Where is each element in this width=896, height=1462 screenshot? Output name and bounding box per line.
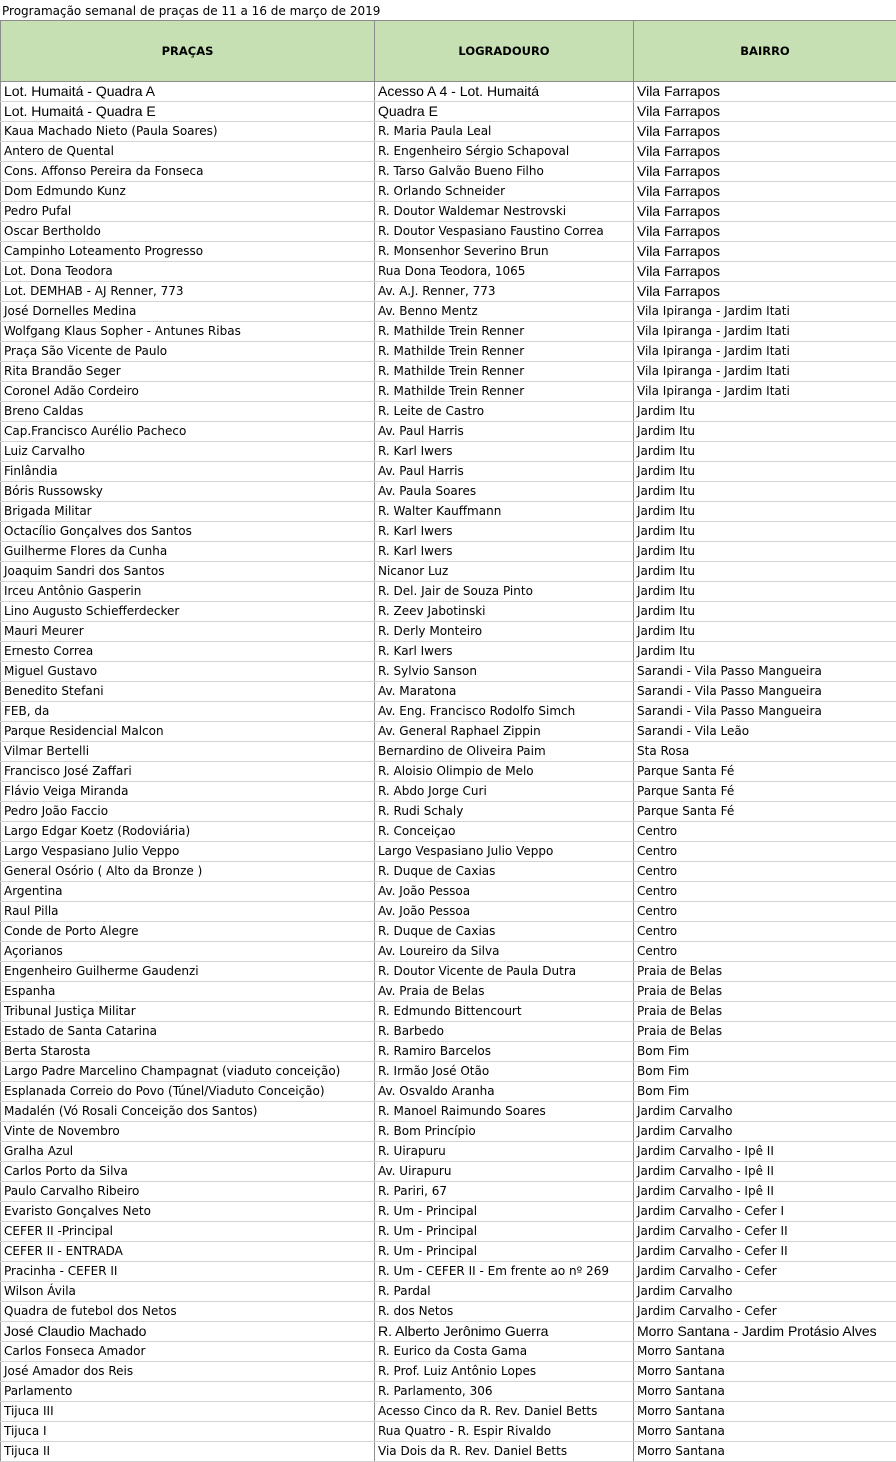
table-row [1,1402,896,1422]
cell-praca[interactable]: Pracinha - CEFER II [1,1262,375,1282]
cell-bairro[interactable]: Sarandi - Vila Passo Mangueira [634,682,896,702]
table-row [1,502,896,522]
cell-bairro[interactable]: Jardim Itu [634,402,896,422]
cell-bairro[interactable]: Jardim Carvalho [634,1122,896,1142]
cell-logradouro[interactable]: Av. General Raphael Zippin [375,722,634,742]
cell-logradouro[interactable]: R. Karl Iwers [375,522,634,542]
cell-logradouro[interactable]: R. Edmundo Bittencourt [375,1002,634,1022]
cell-logradouro[interactable]: R. Um - Principal [375,1242,634,1262]
cell-logradouro[interactable]: Quadra E [375,102,634,122]
cell-logradouro[interactable]: Rua Dona Teodora, 1065 [375,262,634,282]
table-row [1,902,896,922]
cell-logradouro[interactable]: R. Doutor Vespasiano Faustino Correa [375,222,634,242]
cell-logradouro[interactable]: Av. Paul Harris [375,462,634,482]
cell-praca[interactable]: Largo Padre Marcelino Champagnat (viaduto conceição) [1,1062,375,1082]
header-pracas[interactable]: PRAÇAS [1,21,375,82]
cell-bairro[interactable]: Jardim Itu [634,602,896,622]
cell-bairro[interactable]: Jardim Itu [634,542,896,562]
table-row [1,1222,896,1242]
table-row [1,242,896,262]
cell-praca[interactable]: Gralha Azul [1,1142,375,1162]
table-row [1,702,896,722]
cell-bairro[interactable]: Parque Santa Fé [634,762,896,782]
cell-bairro[interactable]: Jardim Carvalho - Cefer II [634,1242,896,1262]
cell-bairro[interactable]: Centro [634,822,896,842]
cell-logradouro[interactable]: R. Pardal [375,1282,634,1302]
table-row [1,602,896,622]
table-row [1,1202,896,1222]
cell-praca[interactable]: Conde de Porto Alegre [1,922,375,942]
table-row [1,382,896,402]
cell-praca[interactable]: Espanha [1,982,375,1002]
cell-logradouro[interactable]: Rua Quatro - R. Espir Rivaldo [375,1422,634,1442]
table-row [1,582,896,602]
cell-bairro[interactable]: Bom Fim [634,1062,896,1082]
cell-bairro[interactable]: Morro Santana [634,1422,896,1442]
cell-praca[interactable]: Joaquim Sandri dos Santos [1,562,375,582]
cell-bairro[interactable]: Vila Farrapos [634,142,896,162]
cell-logradouro[interactable]: Av. A.J. Renner, 773 [375,282,634,302]
cell-bairro[interactable]: Jardim Itu [634,422,896,442]
cell-logradouro[interactable]: Av. Osvaldo Aranha [375,1082,634,1102]
cell-praca[interactable]: General Osório ( Alto da Bronze ) [1,862,375,882]
cell-logradouro[interactable]: R. Um - Principal [375,1202,634,1222]
table-row [1,1322,896,1342]
cell-praca[interactable]: Largo Edgar Koetz (Rodoviária) [1,822,375,842]
cell-praca[interactable]: Parlamento [1,1382,375,1402]
cell-bairro[interactable]: Morro Santana [634,1382,896,1402]
table-row [1,842,896,862]
cell-logradouro[interactable]: R. Monsenhor Severino Brun [375,242,634,262]
table-row [1,182,896,202]
table-row [1,222,896,242]
cell-logradouro[interactable]: R. Alberto Jerônimo Guerra [375,1322,634,1342]
cell-logradouro[interactable]: R. Prof. Luiz Antônio Lopes [375,1362,634,1382]
cell-bairro[interactable]: Vila Ipiranga - Jardim Itati [634,382,896,402]
cell-bairro[interactable]: Jardim Carvalho - Cefer [634,1262,896,1282]
table-row [1,1182,896,1202]
cell-logradouro[interactable]: R. Irmão José Otão [375,1062,634,1082]
table-row [1,142,896,162]
table-row [1,622,896,642]
cell-praca[interactable]: Octacílio Gonçalves dos Santos [1,522,375,542]
cell-bairro[interactable]: Morro Santana [634,1442,896,1462]
cell-bairro[interactable]: Praia de Belas [634,982,896,1002]
table-row [1,1082,896,1102]
table-row [1,342,896,362]
cell-bairro[interactable]: Sarandi - Vila Passo Mangueira [634,662,896,682]
cell-logradouro[interactable]: R. Doutor Vicente de Paula Dutra [375,962,634,982]
cell-praca[interactable]: Lino Augusto Schiefferdecker [1,602,375,622]
cell-praca[interactable]: Lot. Dona Teodora [1,262,375,282]
sheet-title: Programação semanal de praças de 11 a 16 de março de 2019 [2,0,380,20]
cell-praca[interactable]: Benedito Stefani [1,682,375,702]
cell-logradouro[interactable]: R. Um - CEFER II - Em frente ao nº 269 [375,1262,634,1282]
cell-logradouro[interactable]: R. Pariri, 67 [375,1182,634,1202]
cell-praca[interactable]: Oscar Bertholdo [1,222,375,242]
cell-logradouro[interactable]: Av. Maratona [375,682,634,702]
cell-logradouro[interactable]: R. Derly Monteiro [375,622,634,642]
cell-praca[interactable]: Tijuca II [1,1442,375,1462]
cell-bairro[interactable]: Jardim Carvalho - Cefer I [634,1202,896,1222]
cell-logradouro[interactable]: Av. Loureiro da Silva [375,942,634,962]
cell-bairro[interactable]: Sarandi - Vila Leão [634,722,896,742]
cell-bairro[interactable]: Jardim Carvalho - Ipê II [634,1142,896,1162]
cell-logradouro[interactable]: R. Walter Kauffmann [375,502,634,522]
cell-bairro[interactable]: Vila Farrapos [634,222,896,242]
cell-praca[interactable]: Antero de Quental [1,142,375,162]
cell-logradouro[interactable]: R. Rudi Schaly [375,802,634,822]
cell-logradouro[interactable]: Av. Paula Soares [375,482,634,502]
cell-logradouro[interactable]: Av. Praia de Belas [375,982,634,1002]
cell-praca[interactable]: Mauri Meurer [1,622,375,642]
table-row [1,822,896,842]
cell-praca[interactable]: Guilherme Flores da Cunha [1,542,375,562]
cell-logradouro[interactable]: Acesso Cinco da R. Rev. Daniel Betts [375,1402,634,1422]
cell-bairro[interactable]: Sarandi - Vila Passo Mangueira [634,702,896,722]
cell-praca[interactable]: Argentina [1,882,375,902]
cell-bairro[interactable]: Centro [634,942,896,962]
cell-logradouro[interactable]: Av. João Pessoa [375,902,634,922]
cell-logradouro[interactable]: Av. Benno Mentz [375,302,634,322]
table-row [1,82,896,102]
cell-logradouro[interactable]: R. Manoel Raimundo Soares [375,1102,634,1122]
cell-praca[interactable]: Brigada Militar [1,502,375,522]
table-body [1,82,896,1462]
cell-praca[interactable]: Finlândia [1,462,375,482]
cell-bairro[interactable]: Vila Farrapos [634,122,896,142]
table-row [1,262,896,282]
cell-praca[interactable]: Madalén (Vó Rosali Conceição dos Santos) [1,1102,375,1122]
cell-bairro[interactable]: Vila Farrapos [634,182,896,202]
cell-praca[interactable]: José Claudio Machado [1,1322,375,1342]
table-row [1,882,896,902]
cell-praca[interactable]: Tribunal Justiça Militar [1,1002,375,1022]
cell-praca[interactable]: Lot. Humaitá - Quadra E [1,102,375,122]
cell-praca[interactable]: Breno Caldas [1,402,375,422]
cell-praca[interactable]: Berta Starosta [1,1042,375,1062]
cell-logradouro[interactable]: Acesso A 4 - Lot. Humaitá [375,82,634,102]
cell-bairro[interactable]: Vila Farrapos [634,102,896,122]
cell-logradouro[interactable]: R. Orlando Schneider [375,182,634,202]
cell-logradouro[interactable]: R. Tarso Galvão Bueno Filho [375,162,634,182]
cell-praca[interactable]: Açorianos [1,942,375,962]
table-row [1,782,896,802]
table-row [1,1122,896,1142]
cell-praca[interactable]: Evaristo Gonçalves Neto [1,1202,375,1222]
table-row [1,1282,896,1302]
table-row [1,1422,896,1442]
cell-logradouro[interactable]: R. Leite de Castro [375,402,634,422]
cell-praca[interactable]: Pedro João Faccio [1,802,375,822]
table-row [1,402,896,422]
cell-praca[interactable]: Francisco José Zaffari [1,762,375,782]
cell-praca[interactable]: José Dornelles Medina [1,302,375,322]
cell-praca[interactable]: Vinte de Novembro [1,1122,375,1142]
table-row [1,1002,896,1022]
table-row [1,102,896,122]
cell-praca[interactable]: CEFER II - ENTRADA [1,1242,375,1262]
cell-bairro[interactable]: Vila Farrapos [634,282,896,302]
cell-praca[interactable]: Campinho Loteamento Progresso [1,242,375,262]
table-row [1,282,896,302]
cell-logradouro[interactable]: R. Bom Princípio [375,1122,634,1142]
cell-bairro[interactable]: Parque Santa Fé [634,782,896,802]
cell-logradouro[interactable]: Largo Vespasiano Julio Veppo [375,842,634,862]
cell-bairro[interactable]: Jardim Itu [634,522,896,542]
cell-praca[interactable]: Esplanada Correio do Povo (Túnel/Viaduto Conceição) [1,1082,375,1102]
cell-logradouro[interactable]: R. Mathilde Trein Renner [375,342,634,362]
table-row [1,1142,896,1162]
cell-praca[interactable]: Ernesto Correa [1,642,375,662]
table-row [1,942,896,962]
cell-logradouro[interactable]: R. Uirapuru [375,1142,634,1162]
table-row [1,562,896,582]
cell-praca[interactable]: Lot. Humaitá - Quadra A [1,82,375,102]
cell-bairro[interactable]: Vila Ipiranga - Jardim Itati [634,362,896,382]
table-row [1,662,896,682]
table-row [1,1302,896,1322]
cell-logradouro[interactable]: R. Del. Jair de Souza Pinto [375,582,634,602]
table-row [1,362,896,382]
cell-bairro[interactable]: Parque Santa Fé [634,802,896,822]
cell-bairro[interactable]: Vila Ipiranga - Jardim Itati [634,302,896,322]
cell-bairro[interactable]: Jardim Itu [634,642,896,662]
header-row [1,21,896,82]
cell-praca[interactable]: Dom Edmundo Kunz [1,182,375,202]
header-bairro[interactable]: BAIRRO [634,21,896,82]
cell-logradouro[interactable]: Nicanor Luz [375,562,634,582]
cell-praca[interactable]: Carlos Porto da Silva [1,1162,375,1182]
cell-logradouro[interactable]: Av. Paul Harris [375,422,634,442]
cell-bairro[interactable]: Vila Farrapos [634,242,896,262]
cell-praca[interactable]: FEB, da [1,702,375,722]
cell-logradouro[interactable]: R. Conceiçao [375,822,634,842]
cell-bairro[interactable]: Jardim Carvalho - Ipê II [634,1162,896,1182]
cell-logradouro[interactable]: R. Sylvio Sanson [375,662,634,682]
cell-logradouro[interactable]: R. Karl Iwers [375,542,634,562]
cell-logradouro[interactable]: R. Parlamento, 306 [375,1382,634,1402]
cell-bairro[interactable]: Jardim Itu [634,462,896,482]
cell-logradouro[interactable]: R. Abdo Jorge Curi [375,782,634,802]
cell-praca[interactable]: Luiz Carvalho [1,442,375,462]
cell-bairro[interactable]: Jardim Itu [634,502,896,522]
table-row [1,482,896,502]
cell-bairro[interactable]: Praia de Belas [634,1002,896,1022]
cell-praca[interactable]: Lot. DEMHAB - AJ Renner, 773 [1,282,375,302]
table-row [1,982,896,1002]
cell-logradouro[interactable]: R. Engenheiro Sérgio Schapoval [375,142,634,162]
cell-bairro[interactable]: Sta Rosa [634,742,896,762]
cell-praca[interactable]: Quadra de futebol dos Netos [1,1302,375,1322]
cell-logradouro[interactable]: R. Zeev Jabotinski [375,602,634,622]
table-row [1,742,896,762]
cell-praca[interactable]: Parque Residencial Malcon [1,722,375,742]
cell-bairro[interactable]: Jardim Carvalho - Cefer [634,1302,896,1322]
cell-praca[interactable]: Rita Brandão Seger [1,362,375,382]
table-row [1,322,896,342]
cell-logradouro[interactable]: Bernardino de Oliveira Paim [375,742,634,762]
table-row [1,422,896,442]
table-row [1,162,896,182]
cell-logradouro[interactable]: R. dos Netos [375,1302,634,1322]
cell-bairro[interactable]: Jardim Carvalho [634,1102,896,1122]
cell-bairro[interactable]: Morro Santana [634,1342,896,1362]
cell-bairro[interactable]: Centro [634,902,896,922]
cell-logradouro[interactable]: Via Dois da R. Rev. Daniel Betts [375,1442,634,1462]
table-row [1,1382,896,1402]
table-row [1,1022,896,1042]
cell-logradouro[interactable]: R. Duque de Caxias [375,862,634,882]
cell-praca[interactable]: Miguel Gustavo [1,662,375,682]
cell-bairro[interactable]: Vila Ipiranga - Jardim Itati [634,322,896,342]
cell-praca[interactable]: Vilmar Bertelli [1,742,375,762]
table-row [1,202,896,222]
cell-praca[interactable]: Raul Pilla [1,902,375,922]
table-row [1,862,896,882]
table-row [1,802,896,822]
cell-bairro[interactable]: Bom Fim [634,1082,896,1102]
cell-bairro[interactable]: Vila Ipiranga - Jardim Itati [634,342,896,362]
cell-bairro[interactable]: Jardim Itu [634,622,896,642]
cell-praca[interactable]: José Amador dos Reis [1,1362,375,1382]
cell-logradouro[interactable]: R. Mathilde Trein Renner [375,382,634,402]
cell-logradouro[interactable]: R. Um - Principal [375,1222,634,1242]
table-row [1,302,896,322]
cell-praca[interactable]: CEFER II -Principal [1,1222,375,1242]
cell-bairro[interactable]: Centro [634,862,896,882]
cell-praca[interactable]: Bóris Russowsky [1,482,375,502]
cell-logradouro[interactable]: R. Barbedo [375,1022,634,1042]
cell-praca[interactable]: Wilson Ávila [1,1282,375,1302]
cell-praca[interactable]: Cap.Francisco Aurélio Pacheco [1,422,375,442]
table-row [1,442,896,462]
cell-bairro[interactable]: Morro Santana - Jardim Protásio Alves [634,1322,896,1342]
table-row [1,642,896,662]
cell-praca[interactable]: Carlos Fonseca Amador [1,1342,375,1362]
table-row [1,922,896,942]
cell-praca[interactable]: Kaua Machado Nieto (Paula Soares) [1,122,375,142]
table-row [1,962,896,982]
cell-praca[interactable]: Praça São Vicente de Paulo [1,342,375,362]
table-row [1,462,896,482]
cell-bairro[interactable]: Morro Santana [634,1362,896,1382]
table-row [1,1442,896,1462]
cell-praca[interactable]: Tijuca I [1,1422,375,1442]
cell-praca[interactable]: Irceu Antônio Gasperin [1,582,375,602]
table-row [1,1062,896,1082]
cell-praca[interactable]: Largo Vespasiano Julio Veppo [1,842,375,862]
table-row [1,1342,896,1362]
cell-bairro[interactable]: Centro [634,882,896,902]
cell-logradouro[interactable]: R. Duque de Caxias [375,922,634,942]
table-row [1,722,896,742]
cell-logradouro[interactable]: Av. Uirapuru [375,1162,634,1182]
cell-logradouro[interactable]: R. Aloisio Olimpio de Melo [375,762,634,782]
cell-logradouro[interactable]: Av. João Pessoa [375,882,634,902]
cell-logradouro[interactable]: R. Mathilde Trein Renner [375,322,634,342]
table-row [1,1102,896,1122]
table-row [1,1362,896,1382]
cell-praca[interactable]: Engenheiro Guilherme Gaudenzi [1,962,375,982]
table-row [1,762,896,782]
cell-bairro[interactable]: Jardim Itu [634,482,896,502]
cell-bairro[interactable]: Jardim Itu [634,562,896,582]
table-row [1,682,896,702]
cell-praca[interactable]: Cons. Affonso Pereira da Fonseca [1,162,375,182]
cell-praca[interactable]: Pedro Pufal [1,202,375,222]
table-row [1,122,896,142]
table-row [1,542,896,562]
cell-bairro[interactable]: Praia de Belas [634,962,896,982]
cell-praca[interactable]: Coronel Adão Cordeiro [1,382,375,402]
cell-bairro[interactable]: Jardim Carvalho - Cefer II [634,1222,896,1242]
cell-bairro[interactable]: Jardim Carvalho [634,1282,896,1302]
table-row [1,522,896,542]
cell-bairro[interactable]: Jardim Carvalho - Ipê II [634,1182,896,1202]
cell-logradouro[interactable]: R. Mathilde Trein Renner [375,362,634,382]
cell-bairro[interactable]: Vila Farrapos [634,82,896,102]
cell-bairro[interactable]: Vila Farrapos [634,162,896,182]
cell-bairro[interactable]: Praia de Belas [634,1022,896,1042]
cell-praca[interactable]: Paulo Carvalho Ribeiro [1,1182,375,1202]
header-logradouro[interactable]: LOGRADOURO [375,21,634,82]
table-row [1,1242,896,1262]
cell-logradouro[interactable]: R. Ramiro Barcelos [375,1042,634,1062]
cell-bairro[interactable]: Centro [634,922,896,942]
cell-praca[interactable]: Estado de Santa Catarina [1,1022,375,1042]
cell-praca[interactable]: Wolfgang Klaus Sopher - Antunes Ribas [1,322,375,342]
cell-bairro[interactable]: Jardim Itu [634,582,896,602]
cell-logradouro[interactable]: Av. Eng. Francisco Rodolfo Simch [375,702,634,722]
cell-bairro[interactable]: Vila Farrapos [634,262,896,282]
table-row [1,1162,896,1182]
cell-logradouro[interactable]: R. Karl Iwers [375,642,634,662]
table-row [1,1042,896,1062]
pracas-table [0,20,896,1462]
cell-logradouro[interactable]: R. Eurico da Costa Gama [375,1342,634,1362]
cell-logradouro[interactable]: R. Maria Paula Leal [375,122,634,142]
cell-bairro[interactable]: Centro [634,842,896,862]
cell-bairro[interactable]: Bom Fim [634,1042,896,1062]
cell-logradouro[interactable]: R. Karl Iwers [375,442,634,462]
cell-praca[interactable]: Flávio Veiga Miranda [1,782,375,802]
table-row [1,1262,896,1282]
cell-logradouro[interactable]: R. Doutor Waldemar Nestrovski [375,202,634,222]
cell-bairro[interactable]: Jardim Itu [634,442,896,462]
cell-praca[interactable]: Tijuca III [1,1402,375,1422]
cell-bairro[interactable]: Vila Farrapos [634,202,896,222]
cell-bairro[interactable]: Morro Santana [634,1402,896,1422]
